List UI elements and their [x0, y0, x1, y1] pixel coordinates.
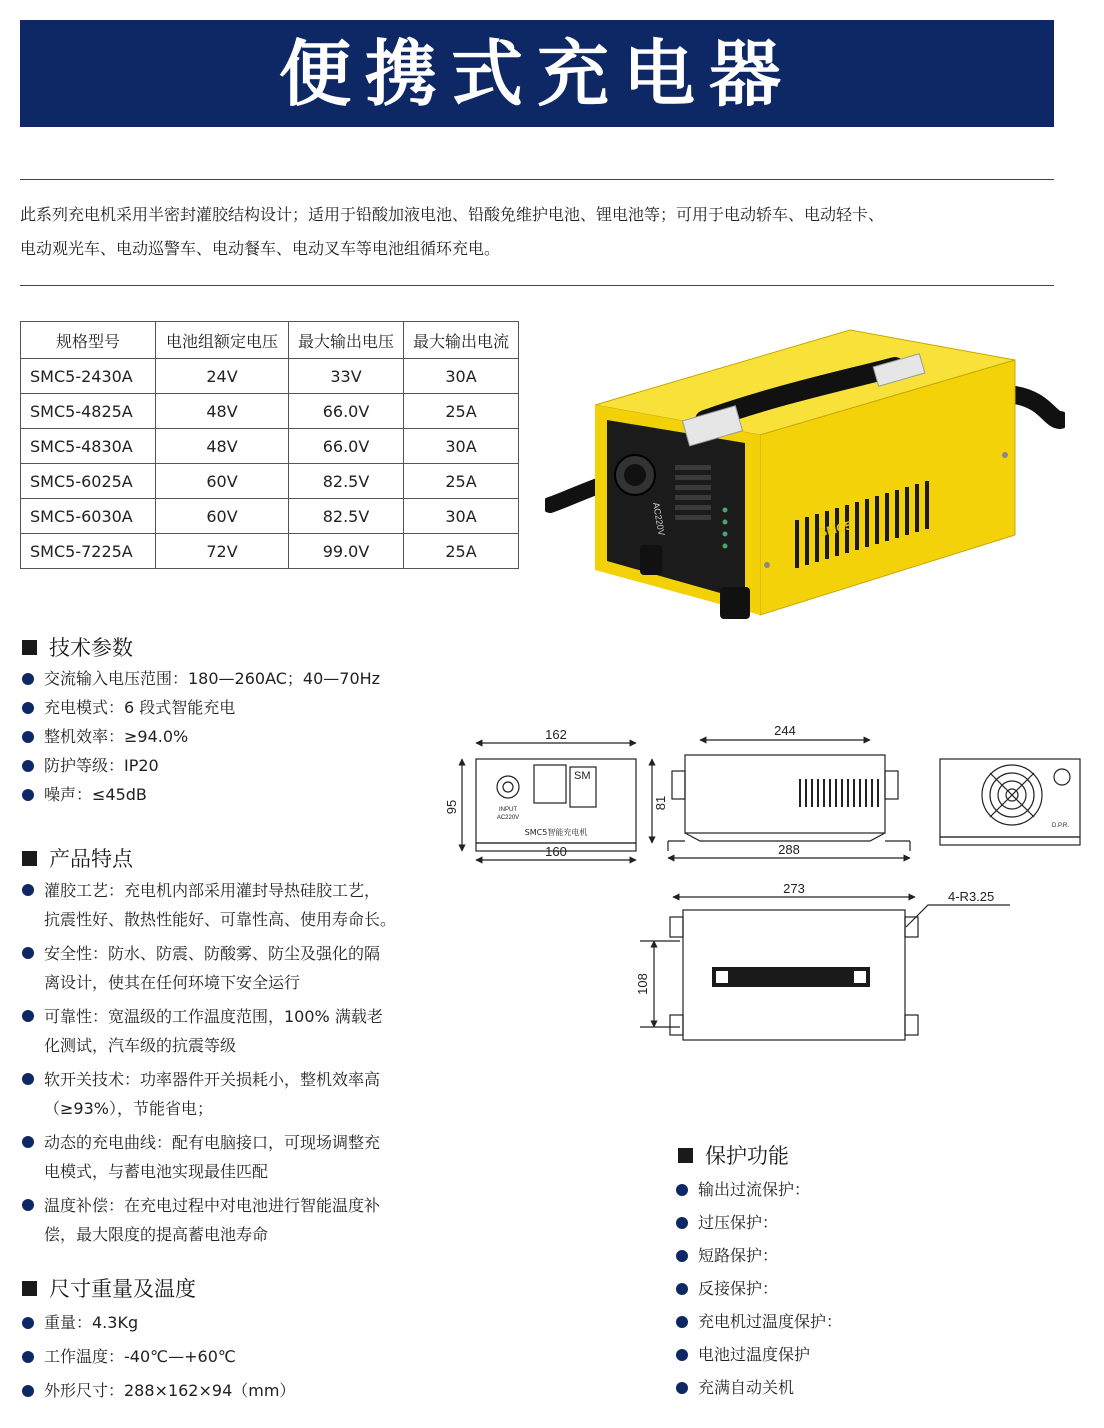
section-tech-params — [22, 632, 133, 662]
cell-max-current: 30A — [404, 429, 519, 464]
list-item-text: 灌胶工艺：充电机内部采用灌封导热硅胶工艺， — [44, 881, 381, 900]
cell-model: SMC5-4825A — [21, 394, 156, 429]
list-item-text: 充电机过温度保护： — [698, 1312, 843, 1331]
list-item — [676, 1208, 842, 1237]
cell-rated-voltage: 72V — [156, 534, 289, 569]
list-item — [22, 876, 396, 934]
list-item — [22, 1376, 295, 1405]
list-item — [22, 780, 380, 809]
bullet-icon — [22, 947, 34, 959]
front-port-label-2: AC220V — [496, 815, 520, 821]
dim-top-width: 273 — [783, 881, 805, 896]
divider-top — [20, 179, 1054, 180]
cell-max-voltage: 33V — [289, 359, 404, 394]
bullet-icon — [22, 1136, 34, 1148]
list-item-text: （≥93%），节能省电； — [44, 1099, 213, 1118]
cell-rated-voltage: 48V — [156, 429, 289, 464]
table-row — [21, 429, 519, 464]
cell-rated-voltage: 60V — [156, 464, 289, 499]
cell-max-current: 25A — [404, 394, 519, 429]
list-item-text: 动态的充电曲线：配有电脑接口，可现场调整充 — [44, 1133, 381, 1152]
tech-params-list — [22, 664, 380, 809]
dim-hole-radius: 4-R3.25 — [948, 889, 995, 904]
list-item — [676, 1340, 842, 1369]
cell-max-voltage: 99.0V — [289, 534, 404, 569]
front-caption: SMC5智能充电机 — [524, 828, 588, 837]
list-item-text: 输出过流保护： — [698, 1180, 811, 1199]
bullet-icon — [22, 1073, 34, 1085]
bullet-icon — [676, 1283, 688, 1295]
bullet-icon — [22, 1317, 34, 1329]
list-item-text: 重量：4.3Kg — [44, 1313, 139, 1332]
bullet-icon — [22, 1010, 34, 1022]
list-item — [22, 1128, 396, 1186]
title-banner — [20, 20, 1054, 127]
section-marker-icon — [22, 851, 37, 866]
list-item — [22, 751, 380, 780]
divider-middle — [20, 285, 1054, 286]
list-item-text: 电模式，与蓄电池实现最佳匹配 — [44, 1162, 269, 1181]
intro-paragraph — [20, 198, 1070, 266]
cell-model: SMC5-4830A — [21, 429, 156, 464]
dim-front-height-right: 81 — [653, 795, 668, 811]
list-item-text: 软开关技术：功率器件开关损耗小，整机效率高 — [44, 1070, 381, 1089]
bullet-icon — [676, 1250, 688, 1262]
list-item — [22, 722, 380, 751]
list-item-text: 离设计，使其在任何环境下安全运行 — [44, 973, 301, 992]
bullet-icon — [22, 1351, 34, 1363]
list-item — [22, 664, 380, 693]
list-item-text: 可靠性：宽温级的工作温度范围，100% 满载老 — [44, 1007, 383, 1026]
list-item-text: 偿，最大限度的提高蓄电池寿命 — [44, 1225, 269, 1244]
list-item-text: 抗震性好、散热性能好、可靠性高、使用寿命长。 — [44, 910, 397, 929]
section-title: 技术参数 — [49, 636, 133, 660]
cell-max-voltage: 82.5V — [289, 499, 404, 534]
list-item — [22, 693, 380, 722]
rear-label: D.P.R. — [1052, 823, 1069, 829]
list-item-text: 电池过温度保护 — [698, 1345, 811, 1364]
cell-max-current: 25A — [404, 464, 519, 499]
bullet-icon — [22, 673, 34, 685]
cell-rated-voltage: 48V — [156, 394, 289, 429]
list-item — [22, 1342, 295, 1371]
dim-front-width-top: 162 — [545, 727, 567, 742]
bullet-icon — [22, 760, 34, 772]
size-weight-list — [22, 1308, 295, 1405]
bullet-icon — [22, 789, 34, 801]
list-item-text: 反接保护： — [698, 1279, 779, 1298]
bullet-icon — [676, 1349, 688, 1361]
list-item-text: 外形尺寸：288×162×94（mm） — [44, 1381, 296, 1400]
cell-model: SMC5-7225A — [21, 534, 156, 569]
dim-side-width-bottom: 288 — [778, 842, 800, 857]
list-item — [22, 1065, 396, 1123]
intro-line: 电动观光车、电动巡警车、电动餐车、电动叉车等电池组循环充电。 — [20, 239, 501, 258]
list-item-text: 充满自动关机 — [698, 1378, 795, 1397]
bullet-icon — [22, 1385, 34, 1397]
section-size-weight — [22, 1273, 196, 1303]
list-item-text: 防护等级：IP20 — [44, 756, 159, 775]
spec-table — [20, 321, 519, 569]
cell-rated-voltage: 60V — [156, 499, 289, 534]
section-title: 尺寸重量及温度 — [49, 1277, 196, 1301]
table-row — [21, 359, 519, 394]
list-item-text: 安全性：防水、防震、防酸雾、防尘及强化的隔 — [44, 944, 381, 963]
table-row — [21, 534, 519, 569]
list-item-text: 化测试，汽车级的抗震等级 — [44, 1036, 237, 1055]
front-logo: SM — [574, 770, 591, 782]
cell-model: SMC5-6025A — [21, 464, 156, 499]
bullet-icon — [22, 1199, 34, 1211]
section-features — [22, 843, 133, 873]
list-item-text: 噪声：≤45dB — [44, 785, 147, 804]
table-row — [21, 464, 519, 499]
list-item-text: 短路保护： — [698, 1246, 779, 1265]
bullet-icon — [22, 731, 34, 743]
cell-model: SMC5-6030A — [21, 499, 156, 534]
cell-max-current: 25A — [404, 534, 519, 569]
cell-max-current: 30A — [404, 499, 519, 534]
section-title: 保护功能 — [705, 1144, 789, 1168]
list-item — [22, 939, 396, 997]
dimension-drawing — [440, 715, 1090, 1075]
list-item — [22, 1308, 295, 1337]
list-item-text: 工作温度：-40℃—+60℃ — [44, 1347, 236, 1366]
section-marker-icon — [22, 1281, 37, 1296]
cell-max-current: 30A — [404, 359, 519, 394]
page-title: 便携式充电器 — [278, 30, 795, 116]
bullet-icon — [22, 884, 34, 896]
protection-list — [676, 1175, 842, 1402]
cell-max-voltage: 66.0V — [289, 394, 404, 429]
intro-line: 此系列充电机采用半密封灌胶结构设计；适用于铅酸加液电池、铅酸免维护电池、锂电池等；可用于电动轿车、电动轻卡、 — [20, 205, 885, 224]
cell-max-voltage: 82.5V — [289, 464, 404, 499]
front-port-label: INPUT — [499, 807, 517, 813]
dim-front-width-bottom: 160 — [545, 844, 567, 859]
list-item-text: 交流输入电压范围：180—260AC；40—70Hz — [44, 669, 381, 688]
list-item — [676, 1307, 842, 1336]
bullet-icon — [676, 1184, 688, 1196]
list-item-text: 整机效率：≥94.0% — [44, 727, 189, 746]
list-item-text: 充电模式：6 段式智能充电 — [44, 698, 236, 717]
section-protection — [678, 1140, 789, 1170]
panel-text: AC220V — [651, 501, 667, 537]
list-item-text: 过压保护： — [698, 1213, 779, 1232]
list-item — [676, 1175, 842, 1204]
list-item-text: 温度补偿：在充电过程中对电池进行智能温度补 — [44, 1196, 381, 1215]
section-marker-icon — [22, 640, 37, 655]
section-title: 产品特点 — [49, 847, 133, 871]
cell-rated-voltage: 24V — [156, 359, 289, 394]
table-row — [21, 394, 519, 429]
list-item — [676, 1373, 842, 1402]
table-row — [21, 499, 519, 534]
column-header: 最大输出电压 — [289, 322, 404, 359]
column-header: 规格型号 — [21, 322, 156, 359]
bullet-icon — [676, 1217, 688, 1229]
cell-max-voltage: 66.0V — [289, 429, 404, 464]
section-marker-icon — [678, 1148, 693, 1163]
bullet-icon — [676, 1382, 688, 1394]
list-item — [676, 1241, 842, 1270]
dim-front-height-left: 95 — [444, 799, 459, 815]
bullet-icon — [22, 702, 34, 714]
column-header: 电池组额定电压 — [156, 322, 289, 359]
list-item — [22, 1002, 396, 1060]
table-header-row — [21, 322, 519, 359]
bullet-icon — [676, 1316, 688, 1328]
list-item — [22, 1191, 396, 1249]
cell-model: SMC5-2430A — [21, 359, 156, 394]
vent-text: SMC5 — [817, 518, 854, 540]
dim-top-depth: 108 — [635, 973, 650, 995]
charger-product-photo — [545, 325, 1065, 625]
dim-side-width-top: 244 — [774, 723, 796, 738]
column-header: 最大输出电流 — [404, 322, 519, 359]
features-list — [22, 876, 396, 1254]
list-item — [676, 1274, 842, 1303]
